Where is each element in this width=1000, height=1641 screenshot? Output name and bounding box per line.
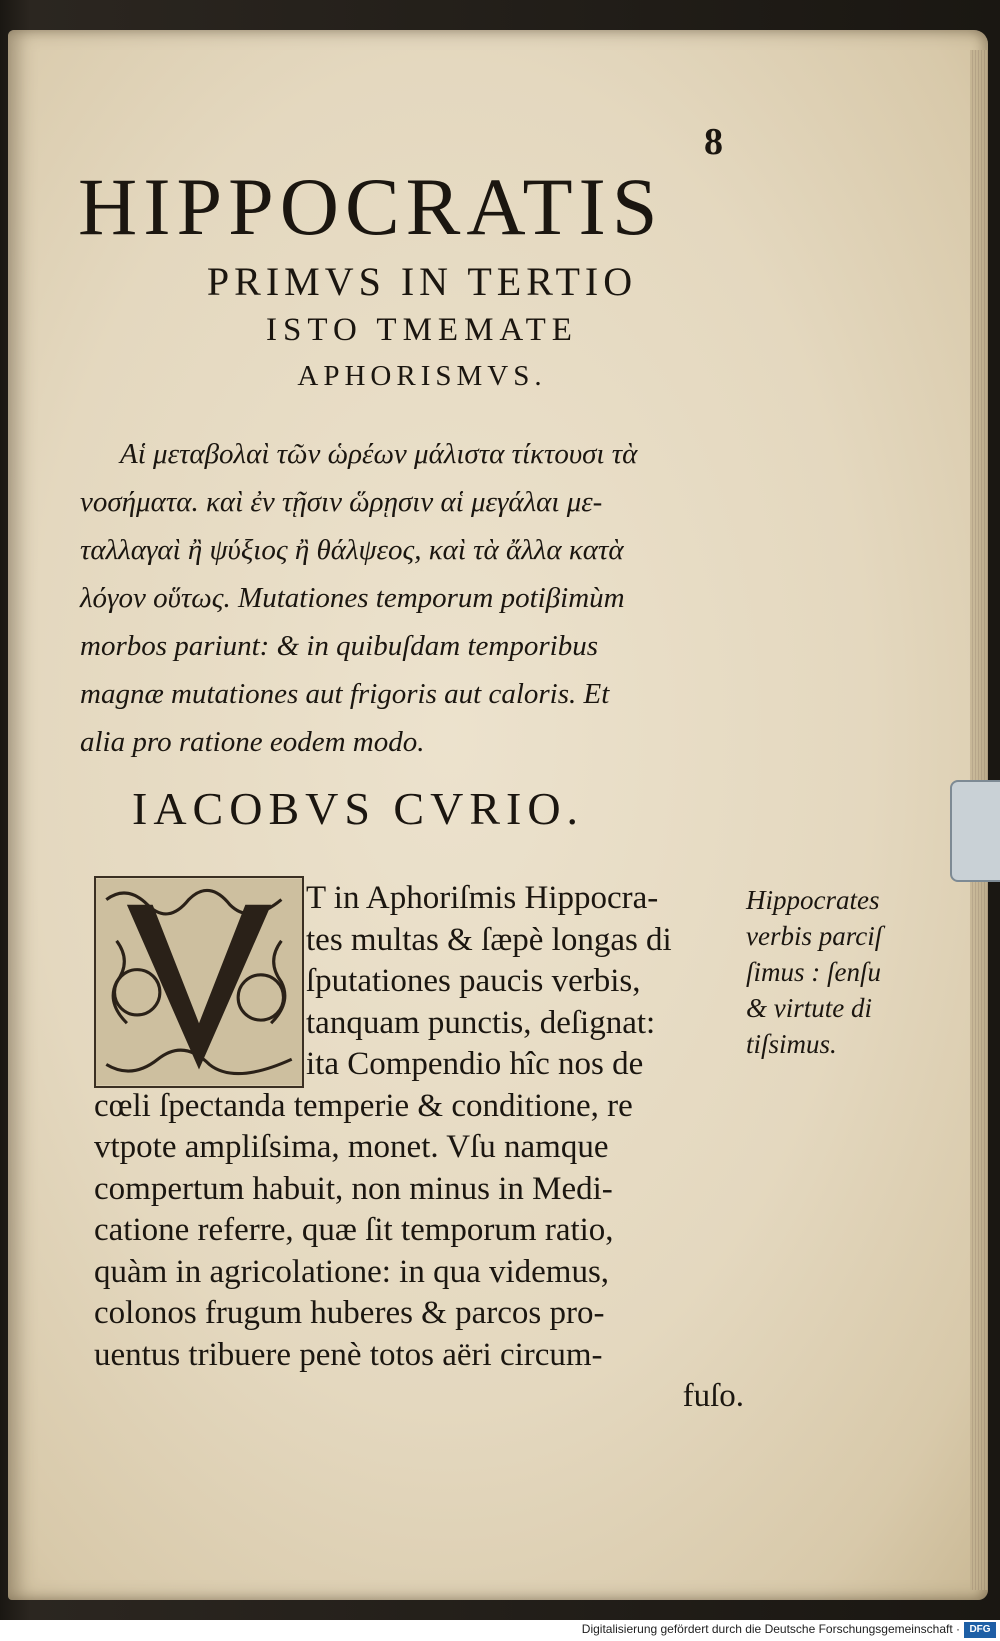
aphorism-line: alia pro ratione eodem modo.	[80, 726, 425, 758]
marginal-line: Hippocrates	[746, 885, 880, 915]
dfg-logo-icon: DFG	[964, 1622, 996, 1638]
initial-letter: V	[187, 972, 211, 1008]
marginal-line: verbis parciſ	[746, 921, 883, 951]
heading-line-3: ISTO TMEMATE	[266, 312, 578, 348]
footer-bar	[0, 1620, 1000, 1641]
aphorism-text	[80, 430, 760, 766]
marginal-line: & virtute di	[746, 993, 872, 1023]
aphorism-line: morbos pariunt: & in quibuſdam temporibus	[80, 630, 598, 662]
commentary-line: catione referre, quæ ſit temporum ratio,	[94, 1212, 614, 1248]
commentary-line: ſputationes paucis verbis,	[306, 963, 641, 999]
commentary-line: fuſo.	[682, 1378, 744, 1414]
commentary-line: ita Compendio hîc nos de	[306, 1046, 644, 1082]
commentary-line: T in Aphoriſmis Hippocra-	[306, 880, 659, 916]
commentary-line: tes multas & ſæpè longas di	[306, 921, 672, 958]
commentary-text	[94, 878, 744, 1418]
heading-line-1: HIPPOCRATIS	[78, 161, 664, 252]
marginal-line: ſimus : ſenſu	[746, 957, 881, 987]
aphorism-line: λόγον οὕτως. Mutationes temporum potiβimùm	[80, 582, 625, 614]
footer-credit: Digitalisierung gefördert durch die Deutsche Forschungsgemeinschaft ·	[581, 1622, 960, 1636]
bookmark-tab	[950, 780, 1000, 882]
aphorism-line: Αἱ μεταβολαὶ τῶν ὡρέων μάλιστα τίκτουσι τὰ	[120, 438, 638, 470]
heading-line-2: PRIMVS IN TERTIO	[206, 259, 638, 304]
heading-line-4: APHORISMVS.	[297, 360, 547, 392]
commentary-line: tanquam punctis, deſignat:	[306, 1004, 656, 1041]
marginal-line: tiſsimus.	[746, 1029, 837, 1059]
commentary-line: compertum habuit, non minus in Medi-	[94, 1170, 613, 1207]
commentary-line: uentus tribuere penè totos aëri circum-	[94, 1336, 603, 1373]
aphorism-line: νοσήματα. καὶ ἐν τῇσιν ὥρῃσιν αἱ μεγάλαι με-	[80, 486, 603, 518]
commentary-line: vtpote ampliſsima, monet. Vſu namque	[94, 1129, 609, 1165]
marginal-note	[746, 882, 936, 1062]
aphorism-line: magnæ mutationes aut frigoris aut caloris. Et	[80, 678, 610, 710]
commentary-line: colonos frugum huberes & parcos pro-	[94, 1295, 605, 1331]
page-number: 8	[704, 121, 723, 163]
aphorism-line: ταλλαγαὶ ἢ ψύξιος ἢ θάλψεος, καὶ τὰ ἄλλα κατὰ	[80, 534, 624, 566]
commentary-author: IACOBVS CVRIO.	[132, 783, 585, 834]
commentary-line: cœli ſpectanda temperie & conditione, re	[94, 1087, 633, 1124]
commentary-line: quàm in agricolatione: in qua videmus,	[94, 1253, 610, 1290]
